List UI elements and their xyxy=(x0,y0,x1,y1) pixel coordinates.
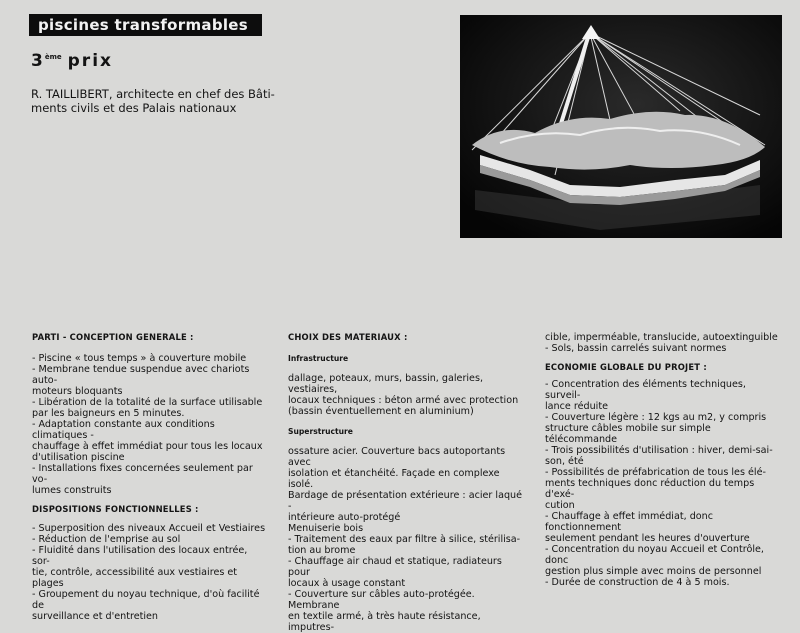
column-economie xyxy=(545,332,783,588)
subheading-infrastructure: Infrastructure xyxy=(288,354,349,363)
text-line: - Chauffage à effet immédiat, donc fonctionnement xyxy=(545,511,714,533)
heading-dispositions: DISPOSITIONS FONCTIONNELLES : xyxy=(32,504,199,514)
model-photo xyxy=(460,15,782,238)
text-line: surveillance et d'entretien xyxy=(32,611,159,622)
text-line: - Sols, bassin carrelés suivant normes xyxy=(545,343,727,354)
text-line: - Groupement du noyau technique, d'où facilité de xyxy=(32,589,260,611)
text-line: - Couverture légère : 12 kgs au m2, y compris xyxy=(545,412,767,423)
text-line: prix xyxy=(67,51,113,71)
text-line: - Durée de construction de 4 à 5 mois. xyxy=(545,577,730,588)
text-line: ossature acier. Couverture bacs autoportants avec xyxy=(288,446,506,468)
text-line: - Trois possibilités d'utilisation : hiver, demi-sai- xyxy=(545,445,773,456)
text-line: Bardage de présentation extérieure : acier laqué - xyxy=(288,490,523,512)
text-line: - Traitement des eaux par filtre à silice, stérilisa- xyxy=(288,534,521,545)
column-conception xyxy=(32,332,268,622)
text-line: intérieure auto-protégé xyxy=(288,512,401,523)
text-line: isolation et étanchéité. Façade en complexe isolé. xyxy=(288,468,500,490)
text-line: (bassin éventuellement en aluminium) xyxy=(288,406,474,417)
text-line: ments civils et des Palais nationaux xyxy=(31,100,237,115)
text-line: - Adaptation constante aux conditions climatiques - xyxy=(32,419,215,441)
text-line: - Membrane tendue suspendue avec chariots auto- xyxy=(32,364,250,386)
section-banner: piscines transformables xyxy=(29,14,262,36)
heading-economie: ECONOMIE GLOBALE DU PROJET : xyxy=(545,362,707,372)
text-line: tie, contrôle, accessibilité aux vestiaires et plages xyxy=(32,567,238,589)
text-line: locaux à usage constant xyxy=(288,578,406,589)
text-line: - Concentration des éléments techniques, surveil- xyxy=(545,379,746,401)
text-line: en textile armé, à très haute résistance, imputres- xyxy=(288,611,481,633)
text-line: ments techniques donc réduction du temps d'exé- xyxy=(545,478,755,500)
text-line: lance réduite xyxy=(545,401,608,412)
text-line: cution xyxy=(545,500,575,511)
text-line: - Couverture sur câbles auto-protégée. Membrane xyxy=(288,589,475,611)
text-line: dallage, poteaux, murs, bassin, galeries, vestiaires, xyxy=(288,373,484,395)
text-line: Menuiserie bois xyxy=(288,523,364,534)
text-line: - Chauffage air chaud et statique, radiateurs pour xyxy=(288,556,502,578)
text-line: - Installations fixes concernées seulement par vo- xyxy=(32,463,253,485)
text-line: par les baigneurs en 5 minutes. xyxy=(32,408,185,419)
text-line: - Fluidité dans l'utilisation des locaux entrée, sor- xyxy=(32,545,248,567)
column-materiaux xyxy=(288,332,524,633)
text-line: - Superposition des niveaux Accueil et Vestiaires xyxy=(32,523,266,534)
text-line: chauffage à effet immédiat pour tous les locaux xyxy=(32,441,263,452)
text-line: cible, imperméable, translucide, autoextinguible xyxy=(545,332,778,343)
text-line: - Possibilités de préfabrication de tous les élé- xyxy=(545,467,766,478)
subheading-superstructure: Superstructure xyxy=(288,427,353,436)
text-line: lumes construits xyxy=(32,485,112,496)
text-line: R. TAILLIBERT, architecte en chef des Bâti- xyxy=(31,87,275,101)
text-line: ème xyxy=(44,53,62,61)
text-line: son, été xyxy=(545,456,584,467)
text-line: tion au brome xyxy=(288,545,356,556)
text-line: moteurs bloquants xyxy=(32,386,123,397)
prize-heading xyxy=(31,51,113,71)
heading-parti: PARTI - CONCEPTION GENERALE : xyxy=(32,332,194,342)
heading-materiaux: CHOIX DES MATERIAUX : xyxy=(288,332,408,342)
text-line: - Réduction de l'emprise au sol xyxy=(32,534,181,545)
text-line: - Concentration du noyau Accueil et Contrôle, donc xyxy=(545,544,764,566)
text-line: seulement pendant les heures d'ouverture xyxy=(545,533,750,544)
text-line: d'utilisation piscine xyxy=(32,452,125,463)
text-line: - Piscine « tous temps » à couverture mobile xyxy=(32,353,247,364)
text-line: - Libération de la totalité de la surface utilisable xyxy=(32,397,263,408)
text-line: locaux techniques : béton armé avec protection xyxy=(288,395,519,406)
author-credit xyxy=(31,88,291,115)
text-line: structure câbles mobile sur simple télécommande xyxy=(545,423,711,445)
text-line: 3 xyxy=(31,51,45,71)
text-line: gestion plus simple avec moins de personnel xyxy=(545,566,762,577)
